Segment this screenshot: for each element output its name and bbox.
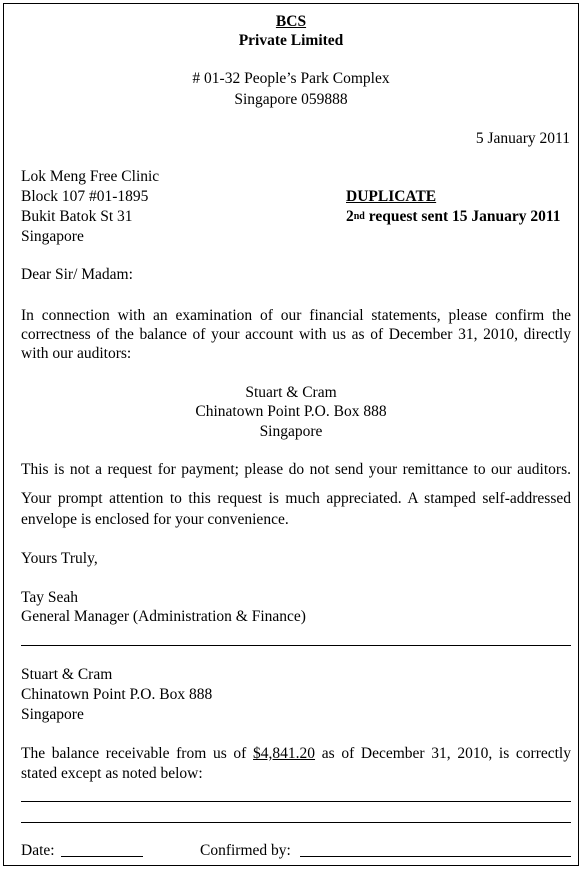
paragraph1-line3: with our auditors: xyxy=(21,345,132,362)
balance-statement-line2: stated except as noted below: xyxy=(21,765,203,782)
auditor-country: Singapore xyxy=(259,423,323,440)
section-divider xyxy=(21,645,571,646)
closing: Yours Truly, xyxy=(21,550,98,567)
salutation: Dear Sir/ Madam: xyxy=(21,266,133,283)
signatory-name: Tay Seah xyxy=(21,589,79,606)
recipient-line2: Block 107 #01-1895 xyxy=(21,188,149,205)
company-name: Private Limited xyxy=(238,32,344,49)
paragraph1-line2: correctness of the balance of your account with us as of December 31, 2010, directly xyxy=(21,326,571,343)
company-address-line1: # 01-32 People’s Park Complex xyxy=(192,70,390,87)
company-address-line2: Singapore 059888 xyxy=(234,91,348,108)
exception-line-2[interactable] xyxy=(21,822,571,823)
confirmed-by-label: Confirmed by: xyxy=(200,842,291,859)
signatory-title: General Manager (Administration & Finance) xyxy=(21,608,306,625)
date-label: Date: xyxy=(21,842,55,859)
reply-address-line1: Stuart & Cram xyxy=(21,666,113,683)
auditor-name: Stuart & Cram xyxy=(245,384,337,401)
balance-statement-line1: The balance receivable from us of $4,841.20 as of December 31, 2010, is correctly xyxy=(21,745,571,762)
recipient-line3: Bukit Batok St 31 xyxy=(21,208,133,225)
balance-amount: $4,841.20 xyxy=(253,745,316,762)
paragraph3-line2: envelope is enclosed for your convenience. xyxy=(21,511,289,528)
confirmed-by-field[interactable] xyxy=(300,844,571,857)
auditor-address: Chinatown Point P.O. Box 888 xyxy=(195,403,387,420)
paragraph3-line1: Your prompt attention to this request is much appreciated. A stamped self-addressed xyxy=(21,490,571,507)
recipient-line4: Singapore xyxy=(21,228,84,245)
confirmation-letter xyxy=(3,3,579,866)
letter-date: 5 January 2011 xyxy=(475,130,570,147)
paragraph1-line1: In connection with an examination of our financial statements, please confirm the xyxy=(21,307,571,324)
recipient-line1: Lok Meng Free Clinic xyxy=(21,168,160,185)
date-field[interactable] xyxy=(61,844,143,857)
paragraph2: This is not a request for payment; please do not send your remittance to our auditors. xyxy=(21,461,571,478)
reply-address-line3: Singapore xyxy=(21,706,84,723)
second-request-note: 2nd request sent 15 January 2011 xyxy=(346,208,561,225)
reply-address-line2: Chinatown Point P.O. Box 888 xyxy=(21,686,213,703)
company-abbr: BCS xyxy=(275,13,307,30)
exception-line-1[interactable] xyxy=(21,801,571,802)
duplicate-label: DUPLICATE xyxy=(346,188,437,205)
